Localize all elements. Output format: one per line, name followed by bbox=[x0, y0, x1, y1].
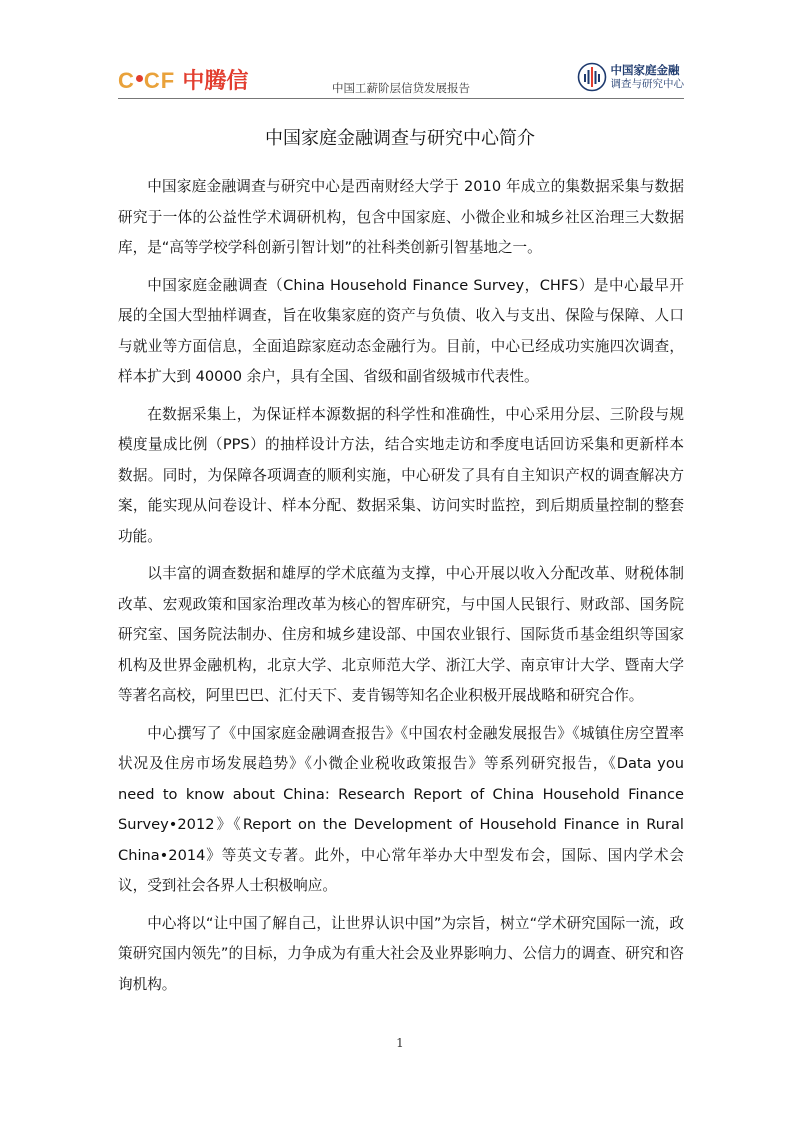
document-body bbox=[118, 172, 684, 1007]
logo-letter-c: C bbox=[118, 68, 135, 93]
paragraph: 在数据采集上，为保证样本源数据的科学性和准确性，中心采用分层、三阶段与规模度量成比例（PPS）的抽样设计方法，结合实地走访和季度电话回访采集和更新样本数据。同时，为保障各项调查的顺利实施，中心研发了具有自主知识产权的调查解决方案，能实现从问卷设计、样本分配、数据采集、访问实时监控，到后期质量控制的整套功能。 bbox=[118, 405, 684, 545]
chfs-logo-text bbox=[611, 63, 685, 91]
ctcf-logo bbox=[118, 64, 248, 95]
paragraph: 中心撰写了《中国家庭金融调查报告》《中国农村金融发展报告》《城镇住房空置率状况及住房市场发展趋势》《小微企业税收政策报告》等系列研究报告，《Data you need to know about China: Research Report of China Household Finance Survey•2012》《Report on the Development of Household Finance in Rural China•2014》等英文专著。此外，中心常年举办大中型发布会，国际、国内学术会议，受到社会各界人士积极响应。 bbox=[118, 724, 684, 894]
chfs-logo-line2: 调查与研究中心 bbox=[610, 78, 684, 90]
header-report-title: 中国工薪阶层信贷发展报告 bbox=[332, 81, 470, 95]
paragraph: 中国家庭金融调查（China Household Finance Survey，CHFS）是中心最早开展的全国大型抽样调查，旨在收集家庭的资产与负债、收入与支出、保险与保障、人口与就业等方面信息，全面追踪家庭动态金融行为。目前，中心已经成功实施四次调查，样本扩大到 40000 余户，具有全国、省级和副省级城市代表性。 bbox=[118, 276, 684, 385]
logo-dot-icon bbox=[136, 75, 143, 82]
paragraph: 中国家庭金融调查与研究中心是西南财经大学于 2010 年成立的集数据采集与数据研究于一体的公益性学术调研机构，包含中国家庭、小微企业和城乡社区治理三大数据库，是“高等学校学科创新引智计划”的社科类创新引智基地之一。 bbox=[118, 178, 684, 256]
paragraph: 中心将以“让中国了解自己，让世界认识中国”为宗旨，树立“学术研究国际一流，政策研究国内领先”的目标，力争成为有重大社会及业界影响力、公信力的调查、研究和咨询机构。 bbox=[118, 914, 684, 993]
header-divider bbox=[118, 98, 684, 99]
chfs-bars-logo-icon bbox=[577, 62, 607, 92]
chfs-logo bbox=[577, 60, 685, 94]
logo-chinese-name: 中腾信 bbox=[182, 69, 249, 94]
page-header bbox=[118, 58, 684, 100]
page-number: 1 bbox=[396, 1036, 404, 1050]
logo-letters: CF bbox=[143, 68, 176, 93]
chfs-logo-line1: 中国家庭金融 bbox=[610, 63, 680, 77]
paragraph: 以丰富的调查数据和雄厚的学术底蕴为支撑，中心开展以收入分配改革、财税体制改革、宏观政策和国家治理改革为核心的智库研究，与中国人民银行、财政部、国务院研究室、国务院法制办、住房和城乡建设部、中国农业银行、国际货币基金组织等国家机构及世界金融机构，北京大学、北京师范大学、浙江大学、南京审计大学、暨南大学等著名高校，阿里巴巴、汇付天下、麦肯锡等知名企业积极开展战略和研究合作。 bbox=[118, 565, 684, 704]
document-title: 中国家庭金融调查与研究中心简介 bbox=[265, 128, 535, 149]
